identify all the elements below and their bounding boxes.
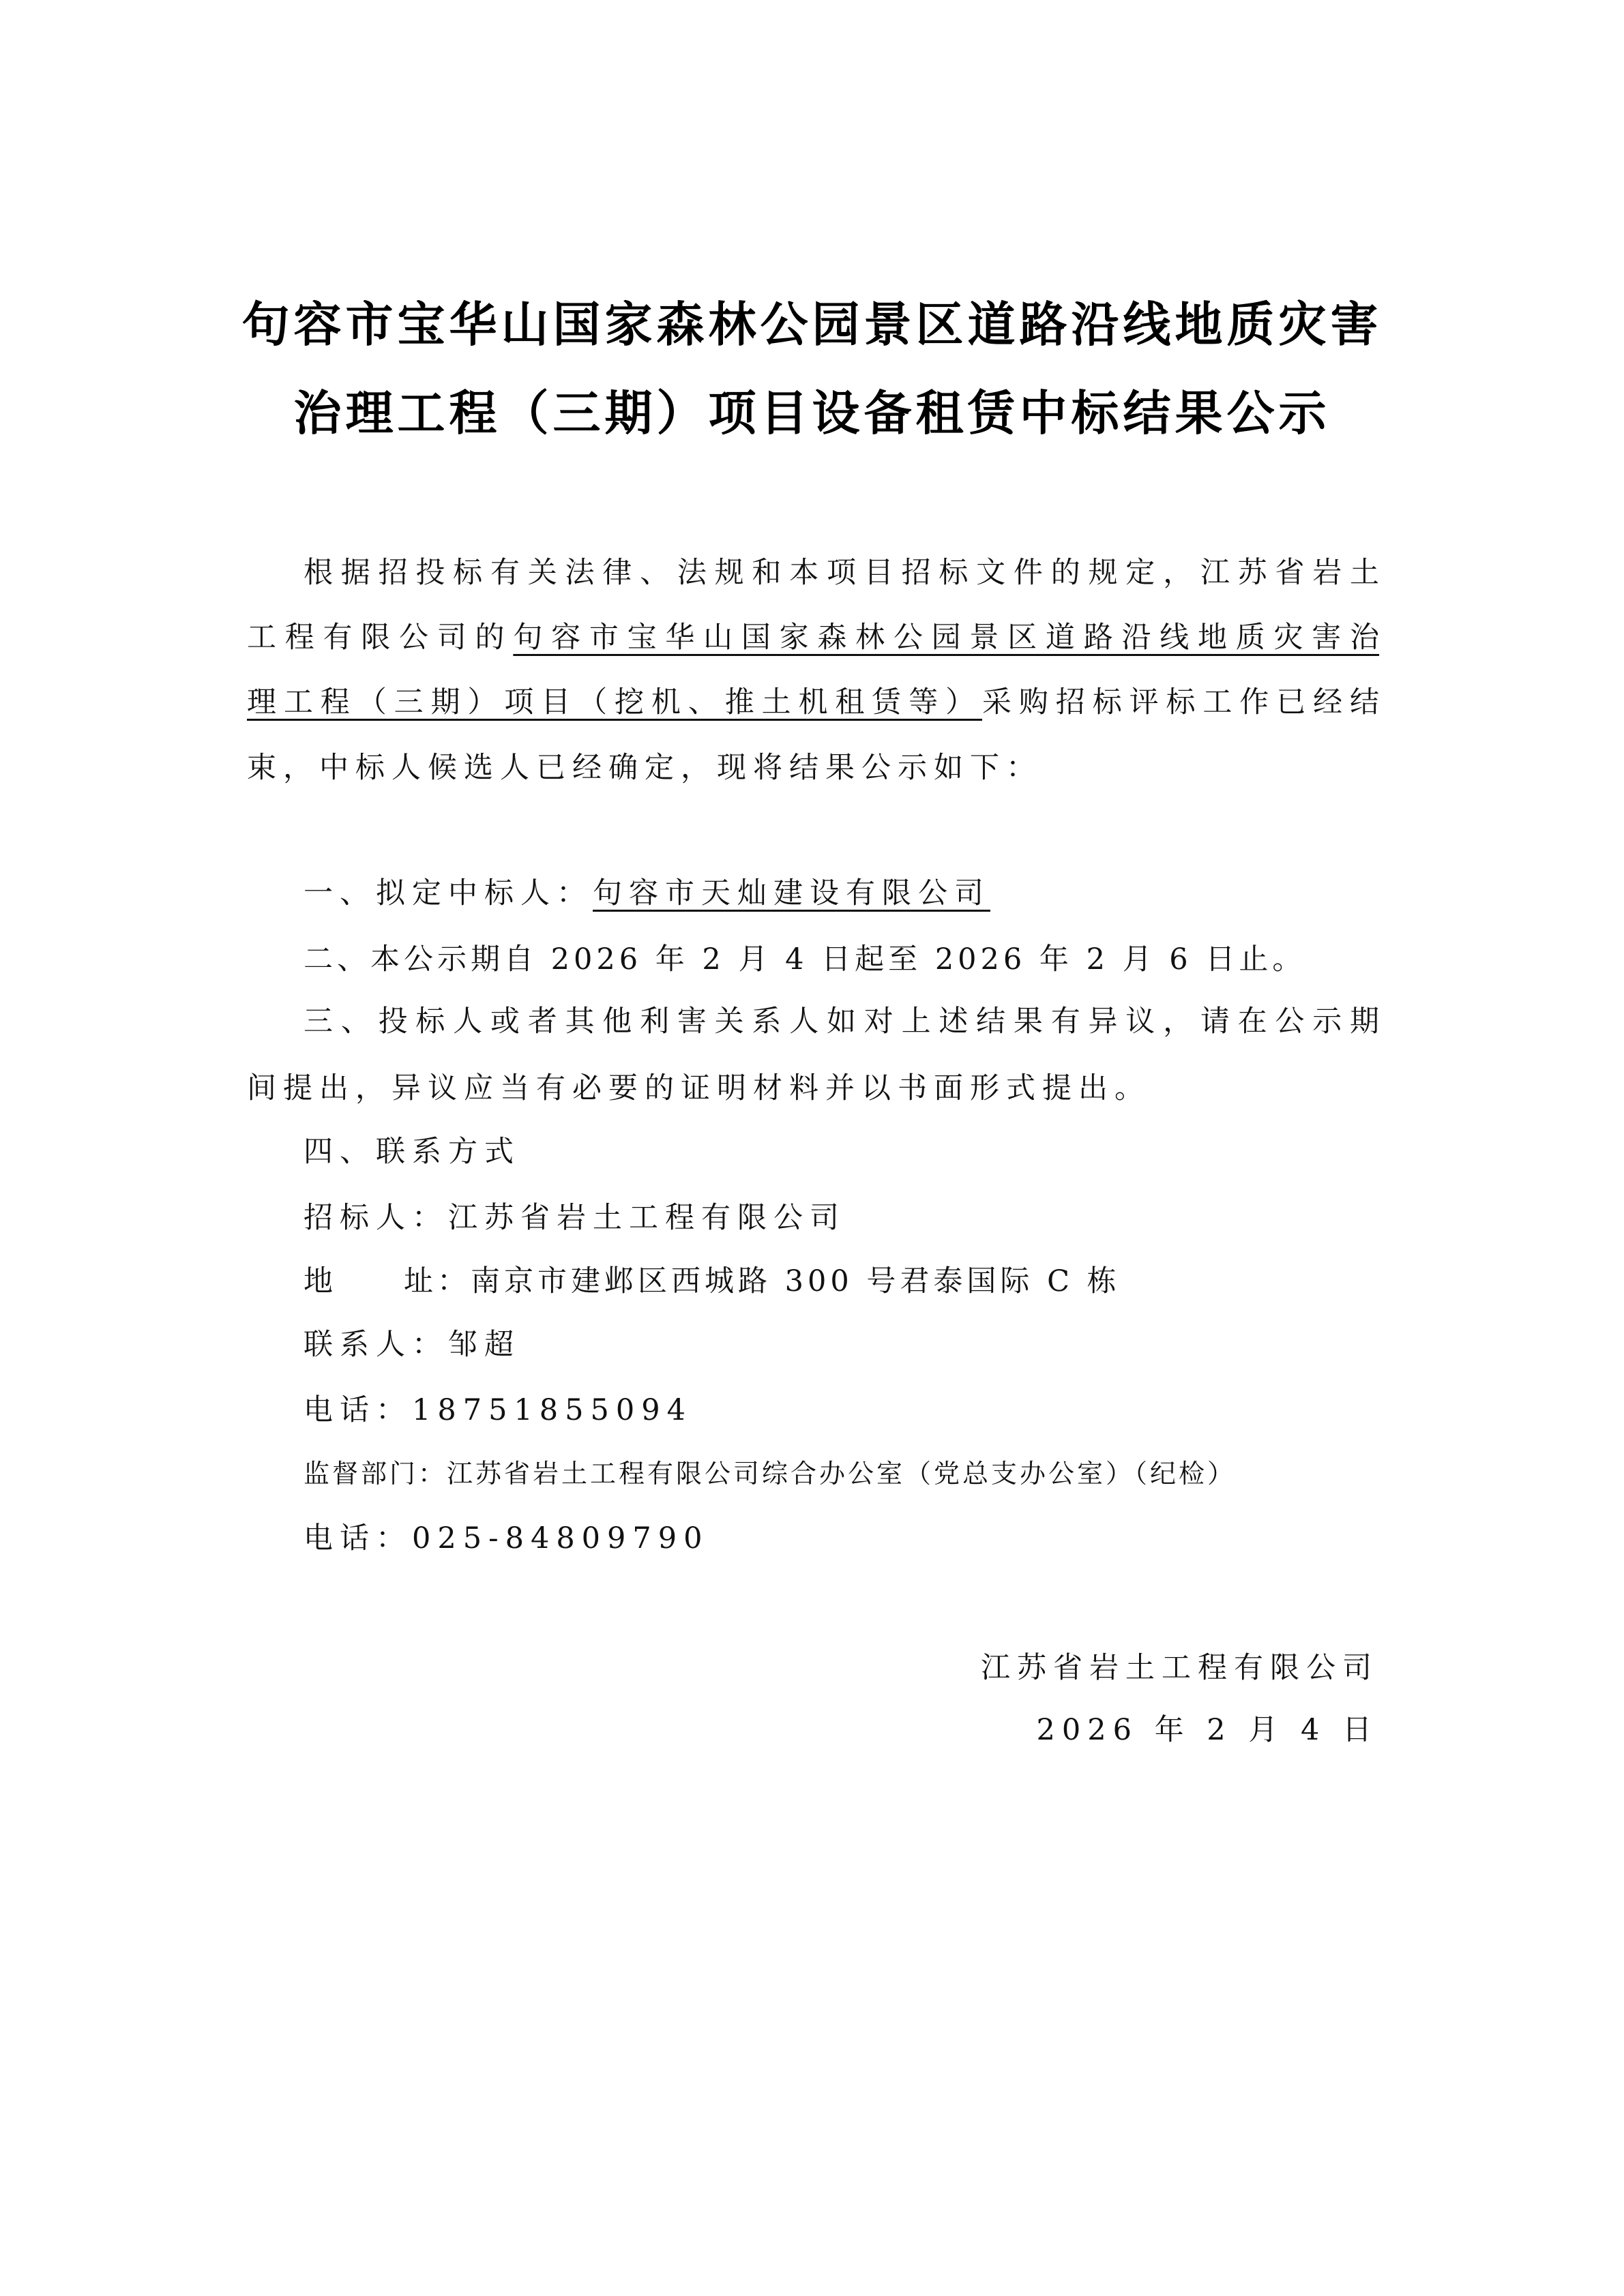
item-period: 二、本公示期自 2026 年 2 月 4 日起至 2026 年 2 月 6 日止。 xyxy=(304,942,1306,976)
project-name-part-1: 句容市宝华山国家森林公园景区道路沿线地质灾害治 xyxy=(513,621,1380,655)
signature-date: 2026 年 2 月 4 日 xyxy=(1036,1713,1378,1747)
winner-label: 一、拟定中标人： xyxy=(304,876,593,910)
item-objection-line-1: 三、投标人或者其他利害关系人如对上述结果有异议，请在公示期 xyxy=(304,1004,1379,1039)
document-title-line-1: 句容市宝华山国家森林公园景区道路沿线地质灾害 xyxy=(241,296,1383,353)
item-contact-heading: 四、联系方式 xyxy=(304,1135,520,1169)
project-name-part-2: 理工程（三期）项目（挖机、推土机租赁等） xyxy=(247,685,982,719)
winner-name: 句容市天灿建设有限公司 xyxy=(593,876,990,910)
supervisor-value: 江苏省岩土工程有限公司综合办公室（党总支办公室）（纪检） xyxy=(447,1459,1237,1489)
phone-value: 18751855094 xyxy=(412,1393,692,1427)
address-value: 南京市建邺区西城路 300 号君泰国际 C 栋 xyxy=(471,1264,1121,1298)
intro-line-3 xyxy=(247,682,1379,723)
document-title-line-2: 治理工程（三期）项目设备租赁中标结果公示 xyxy=(293,385,1331,441)
intro-line-2-prefix: 工程有限公司的 xyxy=(247,621,514,655)
contact-phone xyxy=(304,1390,1379,1431)
tenderer-label: 招标人： xyxy=(304,1201,448,1235)
person-value: 邹超 xyxy=(448,1328,520,1362)
tenderer-value: 江苏省岩土工程有限公司 xyxy=(448,1201,846,1235)
intro-line-4: 束，中标人候选人已经确定，现将结果公示如下： xyxy=(247,751,1042,785)
contact-address xyxy=(304,1261,1379,1302)
intro-line-3-suffix: 采购招标评标工作已经结 xyxy=(982,685,1379,719)
phone-label: 电话： xyxy=(304,1393,412,1427)
intro-line-1: 根据招投标有关法律、法规和本项目招标文件的规定，江苏省岩土 xyxy=(304,556,1379,590)
contact-tenderer xyxy=(304,1197,1379,1238)
contact-supervisor-phone xyxy=(304,1518,1379,1559)
item-winner xyxy=(304,873,1379,914)
supervisor-label: 监督部门： xyxy=(304,1459,447,1489)
supervisor-phone-value: 025-84809790 xyxy=(412,1521,709,1555)
item-objection-line-2: 间提出，异议应当有必要的证明材料并以书面形式提出。 xyxy=(247,1071,1151,1105)
intro-line-2 xyxy=(247,617,1379,658)
person-label: 联系人： xyxy=(304,1328,448,1362)
supervisor-phone-label: 电话： xyxy=(304,1521,412,1555)
contact-supervisor xyxy=(304,1453,1379,1494)
address-label: 地 址： xyxy=(304,1264,471,1298)
signature-company: 江苏省岩土工程有限公司 xyxy=(981,1651,1378,1685)
contact-person xyxy=(304,1324,1379,1365)
